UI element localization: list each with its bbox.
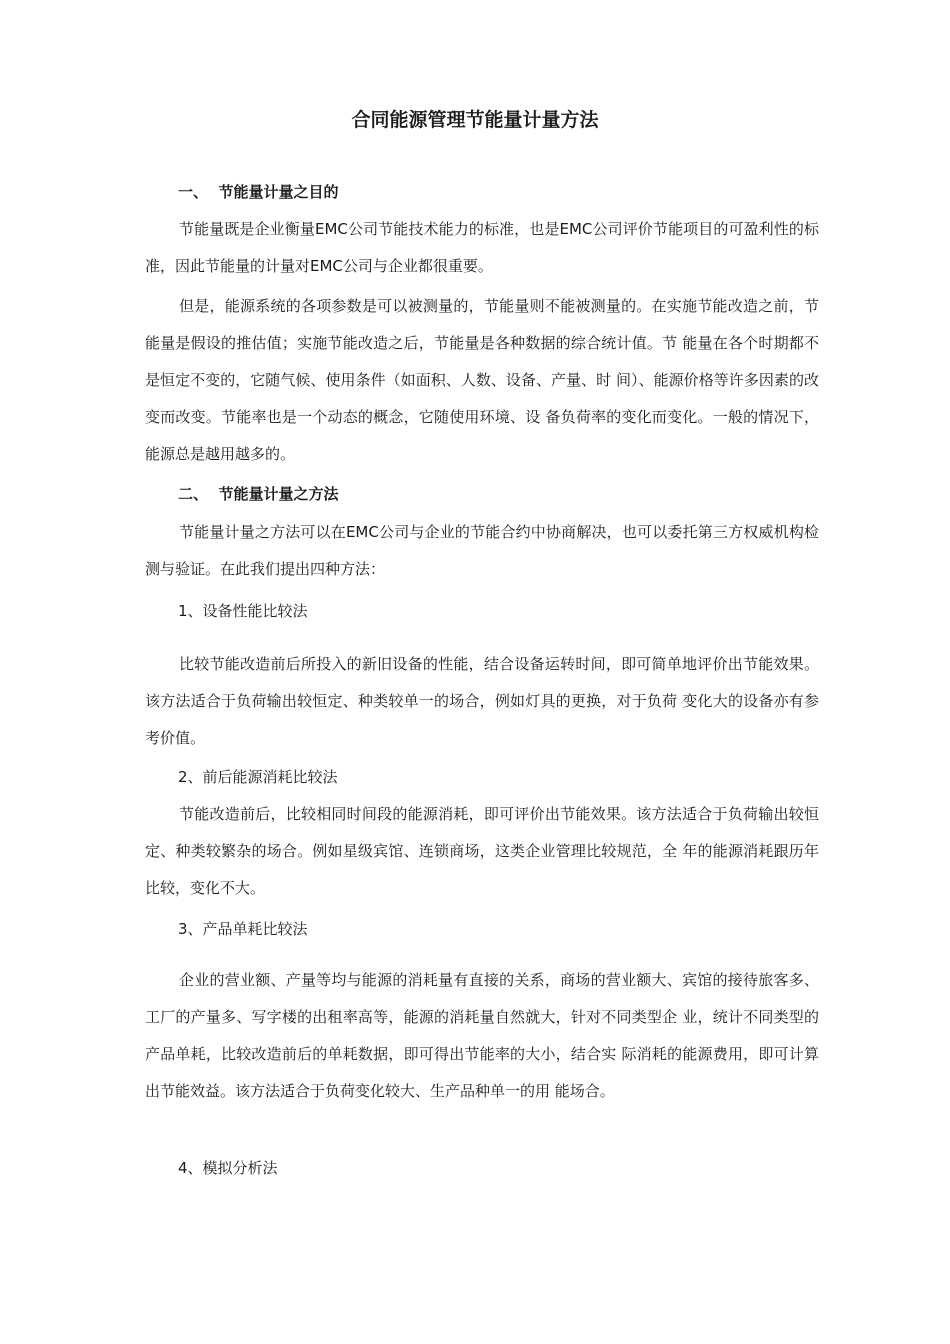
method-2-label: 2、前后能源消耗比较法: [178, 768, 338, 786]
section-1-paragraph-1: 节能量既是企业衡量EMC公司节能技术能力的标准，也是EMC公司评价节能项目的可盈利性的标准，因此节能量的计量对EMC公司与企业都很重要。: [145, 220, 819, 275]
section-1-heading: 一、 节能量计量之目的: [178, 183, 339, 201]
section-1-paragraph-2: 但是，能源系统的各项参数是可以被测量的，节能量则不能被测量的。在实施节能改造之前，节能量是假设的推估值；实施节能改造之后，节能量是各种数据的综合统计值。节 能量在各个时期都不是恒定不变的，它随气候、使用条件（如面积、人数、设备、产量、时 间）、能源价格等许多因素的改变而改变。节能率也是一个动态的概念，它随使用环境、设 备负荷率的变化而变化。一般的情况下，能源总是越用越多的。: [145, 297, 819, 463]
method-4-label: 4、模拟分析法: [178, 1159, 278, 1177]
section-2-intro-paragraph: 节能量计量之方法可以在EMC公司与企业的节能合约中协商解决，也可以委托第三方权威机构检测与验证。在此我们提出四种方法：: [145, 523, 819, 578]
method-3-paragraph: 企业的营业额、产量等均与能源的消耗量有直接的关系，商场的营业额大、宾馆的接待旅客多、工厂的产量多、写字楼的出租率高等，能源的消耗量自然就大，针对不同类型企 业，统计不同类型的产品单耗，比较改造前后的单耗数据，即可得出节能率的大小，结合实 际消耗的能源费用，即可计算出节能效益。该方法适合于负荷变化较大、生产品种单一的用 能场合。: [145, 971, 819, 1100]
method-1-paragraph: 比较节能改造前后所投入的新旧设备的性能，结合设备运转时间，即可简单地评价出节能效果。该方法适合于负荷输出较恒定、种类较单一的场合，例如灯具的更换，对于负荷 变化大的设备亦有参考价值。: [145, 655, 819, 747]
method-3-label: 3、产品单耗比较法: [178, 920, 308, 938]
section-2-heading: 二、 节能量计量之方法: [178, 485, 339, 503]
document-title: 合同能源管理节能量计量方法: [351, 109, 599, 131]
method-2-paragraph: 节能改造前后，比较相同时间段的能源消耗，即可评价出节能效果。该方法适合于负荷输出较恒定、种类较繁杂的场合。例如星级宾馆、连锁商场，这类企业管理比较规范，全 年的能源消耗跟历年比较，变化不大。: [145, 805, 819, 897]
method-1-label: 1、设备性能比较法: [178, 602, 308, 620]
